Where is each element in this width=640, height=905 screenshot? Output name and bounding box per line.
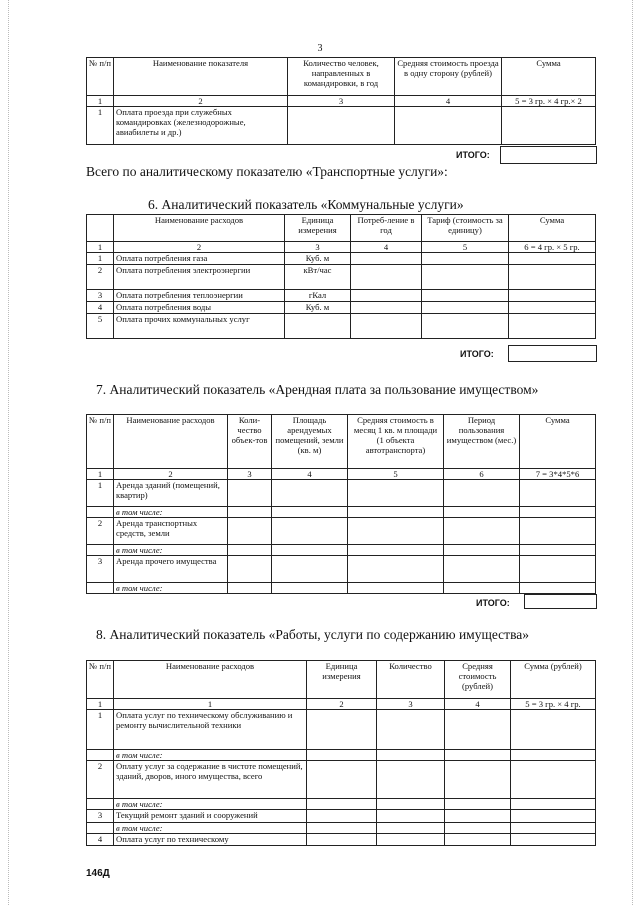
right-scan-edge [632, 0, 633, 905]
row-unit: гКал [285, 290, 351, 302]
including-label: в том числе: [114, 545, 228, 556]
header-sum: Сумма [502, 58, 596, 96]
data-cell[interactable] [444, 545, 520, 556]
header-object-count: Коли-чество объек-тов [228, 415, 272, 469]
column-index: 2 [114, 242, 285, 253]
column-index: 3 [228, 469, 272, 480]
data-cell[interactable] [511, 710, 596, 750]
row-name: Оплата потребления газа [114, 253, 285, 265]
data-cell[interactable] [445, 834, 511, 846]
row-number: 2 [87, 265, 114, 290]
cell-average-fare[interactable] [395, 107, 502, 145]
row-unit: Куб. м [285, 253, 351, 265]
column-index: 6 = 4 гр. × 5 гр. [509, 242, 596, 253]
cell-sum[interactable] [509, 290, 596, 302]
row-unit [285, 314, 351, 339]
column-index-row [87, 96, 596, 107]
column-index: 1 [87, 96, 114, 107]
row-name: Оплата потребления электроэнергии [114, 265, 285, 290]
row-unit: Куб. м [285, 302, 351, 314]
header-number: № п/п [87, 415, 114, 469]
header-consumption: Потреб-ление в год [351, 215, 422, 242]
cell-consumption[interactable] [351, 314, 422, 339]
transport-summary-line: Всего по аналитическому показателю «Транспортные услуги»: [86, 164, 448, 179]
including-label: в том числе: [114, 799, 307, 810]
cell-tariff[interactable] [422, 302, 509, 314]
data-cell[interactable] [445, 750, 511, 761]
section-7-heading: 7. Аналитический показатель «Арендная плата за пользование имуществом» [96, 382, 539, 397]
table-row [87, 518, 596, 545]
section-8-heading: 8. Аналитический показатель «Работы, услуги по содержанию имущества» [96, 627, 530, 642]
table-row [87, 265, 596, 290]
data-cell[interactable] [228, 518, 272, 545]
data-cell[interactable] [307, 834, 377, 846]
row-name: Оплата потребления теплоэнергии [114, 290, 285, 302]
column-index-row [87, 242, 596, 253]
cell-sum[interactable] [509, 253, 596, 265]
column-index: 1 [114, 699, 307, 710]
data-cell[interactable] [307, 761, 377, 799]
header-period: Период пользования имуществом (мес.) [444, 415, 520, 469]
data-cell[interactable] [377, 810, 445, 823]
data-cell[interactable] [348, 583, 444, 594]
column-index: 5 [422, 242, 509, 253]
maintenance-table [86, 660, 596, 846]
table-row [87, 290, 596, 302]
column-index: 4 [395, 96, 502, 107]
table-row [87, 480, 596, 507]
row-number [87, 545, 114, 556]
including-label: в том числе: [114, 750, 307, 761]
total-value-box[interactable] [508, 345, 597, 362]
column-index: 3 [285, 242, 351, 253]
data-cell[interactable] [377, 799, 445, 810]
header-indicator-name: Наименование показателя [114, 58, 288, 96]
header-quantity: Количество [377, 661, 445, 699]
column-index: 3 [288, 96, 395, 107]
cell-tariff[interactable] [422, 290, 509, 302]
data-cell[interactable] [228, 545, 272, 556]
including-label: в том числе: [114, 583, 228, 594]
row-number: 2 [87, 518, 114, 545]
total-label: ИТОГО: [476, 598, 510, 608]
table-row [87, 556, 596, 583]
data-cell[interactable] [377, 761, 445, 799]
header-average-fare: Средняя стоимость проезда в одну сторону (рублей) [395, 58, 502, 96]
data-cell[interactable] [377, 823, 445, 834]
data-cell[interactable] [272, 583, 348, 594]
column-index: 5 = 3 гр. × 4 гр.× 2 [502, 96, 596, 107]
row-name: Аренда зданий (помещений, квартир) [114, 480, 228, 507]
header-expense-name: Наименование расходов [114, 215, 285, 242]
header-number [87, 215, 114, 242]
header-unit: Единица измерения [307, 661, 377, 699]
data-cell[interactable] [511, 750, 596, 761]
column-index: 2 [114, 96, 288, 107]
data-cell[interactable] [348, 518, 444, 545]
header-sum: Сумма (рублей) [511, 661, 596, 699]
data-cell[interactable] [377, 834, 445, 846]
cell-tariff[interactable] [422, 314, 509, 339]
data-cell[interactable] [444, 507, 520, 518]
header-area: Площадь арендуемых помещений, земли (кв. м) [272, 415, 348, 469]
data-cell[interactable] [348, 545, 444, 556]
row-number [87, 823, 114, 834]
row-name: Оплата прочих коммунальных услуг [114, 314, 285, 339]
data-cell[interactable] [444, 583, 520, 594]
table-row [87, 253, 596, 265]
table-row [87, 810, 596, 823]
header-monthly-cost: Средняя стоимость в месяц 1 кв. м площади (1 объекта автотранспорта) [348, 415, 444, 469]
table-row [87, 314, 596, 339]
data-cell[interactable] [228, 507, 272, 518]
column-index: 5 = 3 гр. × 4 гр. [511, 699, 596, 710]
total-value-box[interactable] [524, 594, 597, 609]
page-footer-code: 146Д [86, 868, 110, 879]
table-row [87, 750, 596, 761]
table-row [87, 507, 596, 518]
data-cell[interactable] [520, 583, 596, 594]
column-index: 1 [87, 469, 114, 480]
column-index: 1 [87, 699, 114, 710]
header-people-count: Количество человек, направленных в командировки, в год [288, 58, 395, 96]
table-header-row [87, 58, 596, 96]
row-number: 5 [87, 314, 114, 339]
row-number: 3 [87, 556, 114, 583]
header-average-cost: Средняя стоимость (рублей) [445, 661, 511, 699]
row-number: 1 [87, 253, 114, 265]
data-cell[interactable] [272, 545, 348, 556]
row-number: 1 [87, 710, 114, 750]
row-number: 3 [87, 290, 114, 302]
data-cell[interactable] [445, 799, 511, 810]
row-name: Оплату услуг за содержание в чистоте помещений, зданий, дворов, иного имущества, всего [114, 761, 307, 799]
column-index: 3 [377, 699, 445, 710]
header-tariff: Тариф (стоимость за единицу) [422, 215, 509, 242]
data-cell[interactable] [511, 823, 596, 834]
data-cell[interactable] [348, 480, 444, 507]
including-label: в том числе: [114, 507, 228, 518]
column-index: 5 [348, 469, 444, 480]
section-6-heading: 6. Аналитический показатель «Коммунальные услуги» [148, 197, 464, 212]
header-sum: Сумма [509, 215, 596, 242]
data-cell[interactable] [348, 556, 444, 583]
left-scan-edge [8, 0, 9, 905]
row-name: Аренда транспортных средств, земли [114, 518, 228, 545]
cell-consumption[interactable] [351, 265, 422, 290]
data-cell[interactable] [445, 710, 511, 750]
row-name: Оплата потребления воды [114, 302, 285, 314]
data-cell[interactable] [272, 507, 348, 518]
data-cell[interactable] [444, 556, 520, 583]
table-row [87, 302, 596, 314]
data-cell[interactable] [307, 799, 377, 810]
data-cell[interactable] [511, 799, 596, 810]
header-expense-name: Наименование расходов [114, 415, 228, 469]
row-number [87, 583, 114, 594]
utilities-table [86, 214, 596, 339]
table-header-row [87, 215, 596, 242]
data-cell[interactable] [272, 518, 348, 545]
row-number: 2 [87, 761, 114, 799]
table-row [87, 834, 596, 846]
total-label: ИТОГО: [456, 150, 490, 160]
header-sum: Сумма [520, 415, 596, 469]
column-index: 6 [444, 469, 520, 480]
column-index: 4 [272, 469, 348, 480]
data-cell[interactable] [228, 583, 272, 594]
row-name: Оплата услуг по техническому обслуживанию и ремонту вычислительной техники [114, 710, 307, 750]
rent-table [86, 414, 596, 594]
data-cell[interactable] [272, 556, 348, 583]
cell-consumption[interactable] [351, 290, 422, 302]
data-cell[interactable] [348, 507, 444, 518]
table-header-row [87, 415, 596, 469]
header-expense-name: Наименование расходов [114, 661, 307, 699]
data-cell[interactable] [377, 710, 445, 750]
cell-sum[interactable] [509, 265, 596, 290]
table-row [87, 761, 596, 799]
column-index: 4 [445, 699, 511, 710]
table-header-row [87, 661, 596, 699]
row-name: Оплата услуг по техническому [114, 834, 307, 846]
row-number: 4 [87, 302, 114, 314]
header-unit: Единица измерения [285, 215, 351, 242]
row-number: 1 [87, 107, 114, 145]
row-number: 4 [87, 834, 114, 846]
data-cell[interactable] [307, 710, 377, 750]
data-cell[interactable] [272, 480, 348, 507]
data-cell[interactable] [445, 810, 511, 823]
header-number: № п/п [87, 58, 114, 96]
data-cell[interactable] [444, 480, 520, 507]
data-cell[interactable] [307, 810, 377, 823]
data-cell[interactable] [511, 810, 596, 823]
data-cell[interactable] [520, 480, 596, 507]
total-value-box[interactable] [500, 146, 597, 164]
table-row [87, 710, 596, 750]
table-row [87, 799, 596, 810]
cell-tariff[interactable] [422, 265, 509, 290]
data-cell[interactable] [511, 834, 596, 846]
column-index: 2 [114, 469, 228, 480]
cell-tariff[interactable] [422, 253, 509, 265]
row-number: 1 [87, 480, 114, 507]
data-cell[interactable] [307, 750, 377, 761]
cell-sum[interactable] [509, 302, 596, 314]
row-number [87, 507, 114, 518]
column-index-row [87, 469, 596, 480]
data-cell[interactable] [228, 556, 272, 583]
page-number: 3 [317, 43, 323, 54]
row-name: Оплата проезда при служебных командировках (железнодорожные, авиабилеты и др.) [114, 107, 288, 145]
data-cell[interactable] [520, 545, 596, 556]
row-number [87, 750, 114, 761]
cell-consumption[interactable] [351, 302, 422, 314]
data-cell[interactable] [307, 823, 377, 834]
table-row [87, 107, 596, 145]
data-cell[interactable] [520, 507, 596, 518]
data-cell[interactable] [520, 518, 596, 545]
column-index-row [87, 699, 596, 710]
data-cell[interactable] [228, 480, 272, 507]
cell-consumption[interactable] [351, 253, 422, 265]
column-index: 1 [87, 242, 114, 253]
data-cell[interactable] [445, 823, 511, 834]
data-cell[interactable] [444, 518, 520, 545]
table-row [87, 545, 596, 556]
data-cell[interactable] [511, 761, 596, 799]
column-index: 7 = 3*4*5*6 [520, 469, 596, 480]
data-cell[interactable] [377, 750, 445, 761]
including-label: в том числе: [114, 823, 307, 834]
transport-table [86, 57, 596, 145]
cell-sum[interactable] [502, 107, 596, 145]
column-index: 4 [351, 242, 422, 253]
total-label: ИТОГО: [460, 349, 494, 359]
cell-sum[interactable] [509, 314, 596, 339]
cell-people-count[interactable] [288, 107, 395, 145]
table-row [87, 823, 596, 834]
data-cell[interactable] [445, 761, 511, 799]
header-number: № п/п [87, 661, 114, 699]
table-row [87, 583, 596, 594]
row-name: Текущий ремонт зданий и сооружений [114, 810, 307, 823]
row-name: Аренда прочего имущества [114, 556, 228, 583]
row-number [87, 799, 114, 810]
column-index: 2 [307, 699, 377, 710]
row-number: 3 [87, 810, 114, 823]
row-unit: кВт/час [285, 265, 351, 290]
data-cell[interactable] [520, 556, 596, 583]
